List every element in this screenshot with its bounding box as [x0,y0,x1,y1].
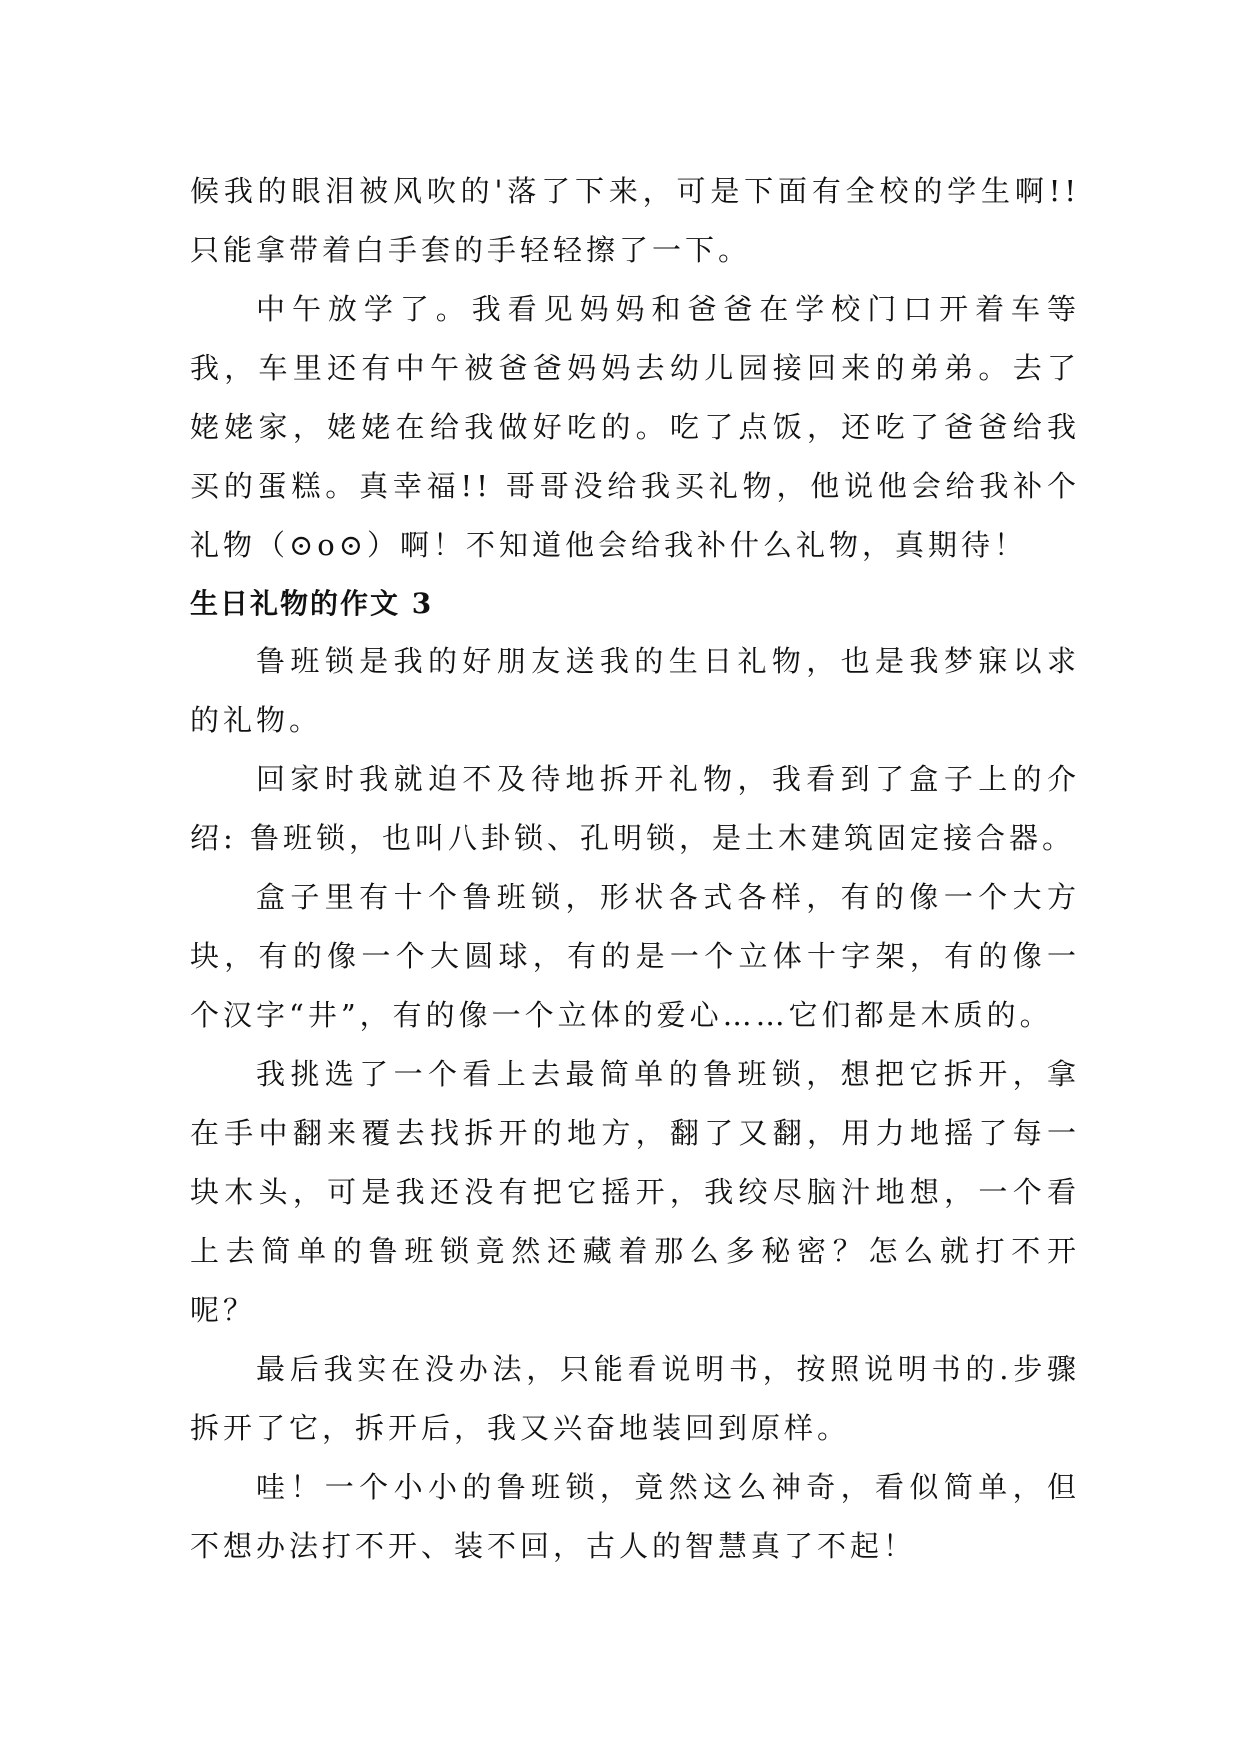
section-paragraph-4: 我挑选了一个看上去最简单的鲁班锁，想把它拆开，拿在手中翻来覆去找拆开的地方，翻了又翻，用力地摇了每一块木头，可是我还没有把它摇开，我绞尽脑汁地想，一个看上去简单的鲁班锁竟然还藏着那么多秘密？怎么就打不开呢？ [190,1057,1080,1327]
paragraph-noon: 中午放学了。我看见妈妈和爸爸在学校门口开着车等我，车里还有中午被爸爸妈妈去幼儿园接回来的弟弟。去了姥姥家，姥姥在给我做好吃的。吃了点饭，还吃了爸爸给我买的蛋糕。真幸福!! 哥哥没给我买礼物，他说他会给我补个礼物（⊙o⊙）啊！不知道他会给我补什么礼物，真期待！ [190,292,1080,562]
section-paragraph-6: 哇！一个小小的鲁班锁，竟然这么神奇，看似简单，但不想办法打不开、装不回，古人的智慧真了不起！ [190,1470,1080,1563]
paragraph-continued: 候我的眼泪被风吹的'落了下来，可是下面有全校的学生啊!! 只能拿带着白手套的手轻轻擦了一下。 [190,174,1080,267]
section-paragraph-1: 鲁班锁是我的好朋友送我的生日礼物，也是我梦寐以求的礼物。 [190,644,1080,737]
section-title: 生日礼物的作文 3 [190,587,434,620]
section-paragraph-2: 回家时我就迫不及待地拆开礼物，我看到了盒子上的介绍: 鲁班锁，也叫八卦锁、孔明锁，是土木建筑固定接合器。 [190,762,1080,855]
section-paragraph-3: 盒子里有十个鲁班锁，形状各式各样，有的像一个大方块，有的像一个大圆球，有的是一个立体十字架，有的像一个汉字“井”，有的像一个立体的爱心……它们都是木质的。 [190,880,1080,1032]
section-paragraph-5: 最后我实在没办法，只能看说明书，按照说明书的.步骤拆开了它，拆开后，我又兴奋地装回到原样。 [190,1352,1080,1445]
document-body [190,162,1080,1576]
